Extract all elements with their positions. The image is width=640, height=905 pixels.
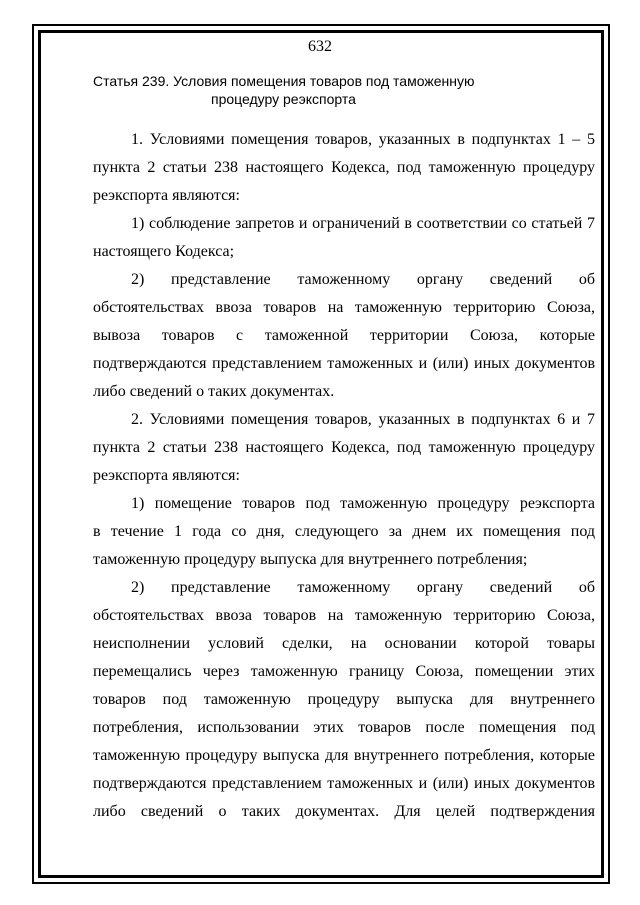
body-line: либо сведений о таких документах. (93, 383, 335, 400)
body-line: 2. Условиями помещения товаров, указанных в подпунктах 6 и 7 (131, 411, 595, 428)
body-line: таможенную процедуру выпуска для внутреннего потребления, которые (93, 747, 595, 764)
body-line: перемещались через таможенную границу Союза, помещении этих (93, 663, 595, 680)
body-line: в течение 1 года со дня, следующего за днем их помещения под (93, 523, 595, 540)
body-line: пункта 2 статьи 238 настоящего Кодекса, под таможенную процедуру (93, 439, 595, 456)
article-body (93, 126, 595, 826)
body-line: либо сведений о таких документах. Для целей подтверждения (93, 803, 595, 820)
body-line: обстоятельствах ввоза товаров на таможенную территорию Союза, (93, 607, 595, 624)
body-line: 1) соблюдение запретов и ограничений в соответствии со статьей 7 (131, 215, 595, 232)
body-line: подтверждаются представлением таможенных и (или) иных документов (93, 775, 595, 792)
article-title-line-2: процедуру реэкспорта (211, 91, 356, 107)
body-line: реэкспорта являются: (93, 187, 240, 204)
body-line: подтверждаются представлением таможенных и (или) иных документов (93, 355, 595, 372)
body-line: товаров под таможенную процедуру выпуска для внутреннего (93, 691, 595, 708)
body-line: настоящего Кодекса; (93, 243, 235, 260)
body-line: реэкспорта являются: (93, 467, 240, 484)
body-line: пункта 2 статьи 238 настоящего Кодекса, под таможенную процедуру (93, 159, 595, 176)
body-line: 2) представление таможенному органу сведений об (131, 579, 595, 596)
page-number: 632 (308, 38, 332, 55)
body-line: таможенную процедуру выпуска для внутреннего потребления; (93, 551, 528, 568)
body-line: вывоза товаров с таможенной территории Союза, которые (93, 327, 595, 344)
body-line: 1. Условиями помещения товаров, указанных в подпунктах 1 – 5 (131, 131, 595, 148)
body-line: 2) представление таможенному органу сведений об (131, 271, 595, 288)
body-line: обстоятельствах ввоза товаров на таможенную территорию Союза, (93, 299, 595, 316)
body-line: потребления, использовании этих товаров после помещения под (93, 719, 595, 736)
article-title-line-1: Статья 239. Условия помещения товаров под таможенную (93, 73, 475, 89)
body-line: неисполнении условий сделки, на основании которой товары (93, 635, 595, 652)
body-line: 1) помещение товаров под таможенную процедуру реэкспорта (131, 495, 595, 512)
article-title (93, 72, 583, 108)
